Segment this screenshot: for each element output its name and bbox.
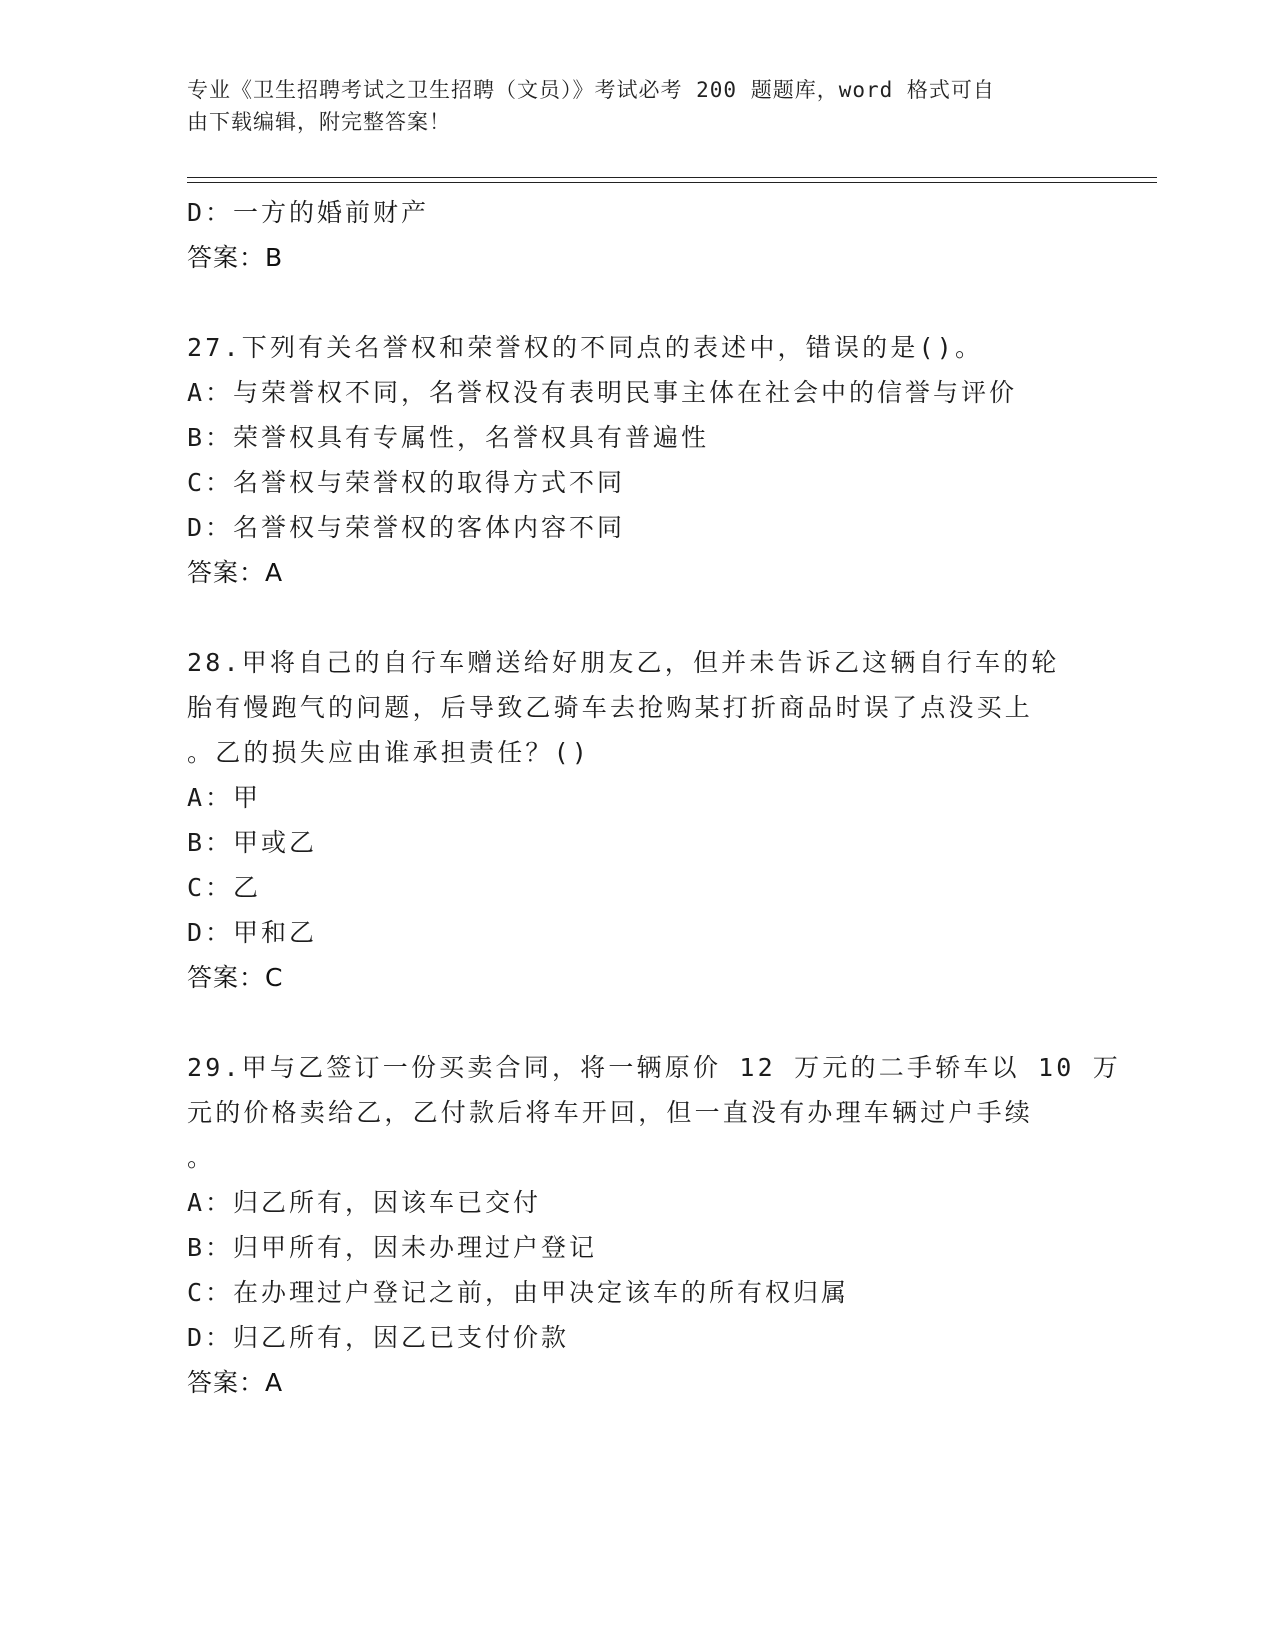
answer-label: 答案：B	[187, 243, 284, 272]
question-stem	[187, 1045, 1121, 1180]
option-b: B：荣誉权具有专属性，名誉权具有普遍性	[187, 423, 710, 452]
header-line-1: 专业《卫生招聘考试之卫生招聘（文员）》考试必考 200 题题库，word 格式可自	[187, 78, 995, 102]
stem-line: 29.甲与乙签订一份买卖合同，将一辆原价 12 万元的二手轿车以 10 万	[187, 1053, 1121, 1082]
spacer	[187, 1000, 1087, 1045]
option-a: A：与荣誉权不同，名誉权没有表明民事主体在社会中的信誉与评价	[187, 378, 1018, 407]
document-header	[187, 74, 1067, 138]
answer-label: 答案：A	[187, 1368, 284, 1397]
option-b: B：归甲所有，因未办理过户登记	[187, 1233, 598, 1262]
header-divider-top	[187, 177, 1157, 178]
spacer	[187, 595, 1087, 640]
option-c: C：乙	[187, 873, 262, 902]
stem-line: 胎有慢跑气的问题，后导致乙骑车去抢购某打折商品时误了点没买上	[187, 693, 1034, 722]
question-list	[187, 190, 1121, 1405]
stem-line: 。乙的损失应由谁承担责任？()	[187, 738, 591, 767]
option-d: D：甲和乙	[187, 918, 318, 947]
option-a: A：甲	[187, 783, 262, 812]
option-c: C：名誉权与荣誉权的取得方式不同	[187, 468, 626, 497]
option-d: D：名誉权与荣誉权的客体内容不同	[187, 513, 626, 542]
spacer	[187, 280, 1087, 325]
option-d: D：一方的婚前财产	[187, 198, 430, 227]
question-29	[187, 1045, 1121, 1405]
option-d: D：归乙所有，因乙已支付价款	[187, 1323, 570, 1352]
option-b: B：甲或乙	[187, 828, 318, 857]
header-line-2: 由下载编辑，附完整答案！	[187, 110, 451, 134]
stem-line: 。	[187, 1143, 216, 1172]
answer-label: 答案：A	[187, 558, 284, 587]
stem-line: 27.下列有关名誉权和荣誉权的不同点的表述中，错误的是()。	[187, 333, 984, 362]
option-c: C：在办理过户登记之前，由甲决定该车的所有权归属	[187, 1278, 850, 1307]
stem-line: 元的价格卖给乙，乙付款后将车开回，但一直没有办理车辆过户手续	[187, 1098, 1034, 1127]
question-28	[187, 640, 1087, 1000]
header-divider-bottom	[187, 182, 1157, 183]
answer-label: 答案：C	[187, 963, 284, 992]
question-27	[187, 325, 1087, 595]
question-stem	[187, 325, 1087, 370]
question-26-tail	[187, 190, 1087, 280]
stem-line: 28.甲将自己的自行车赠送给好朋友乙，但并未告诉乙这辆自行车的轮	[187, 648, 1060, 677]
question-stem	[187, 640, 1087, 775]
option-a: A：归乙所有，因该车已交付	[187, 1188, 542, 1217]
